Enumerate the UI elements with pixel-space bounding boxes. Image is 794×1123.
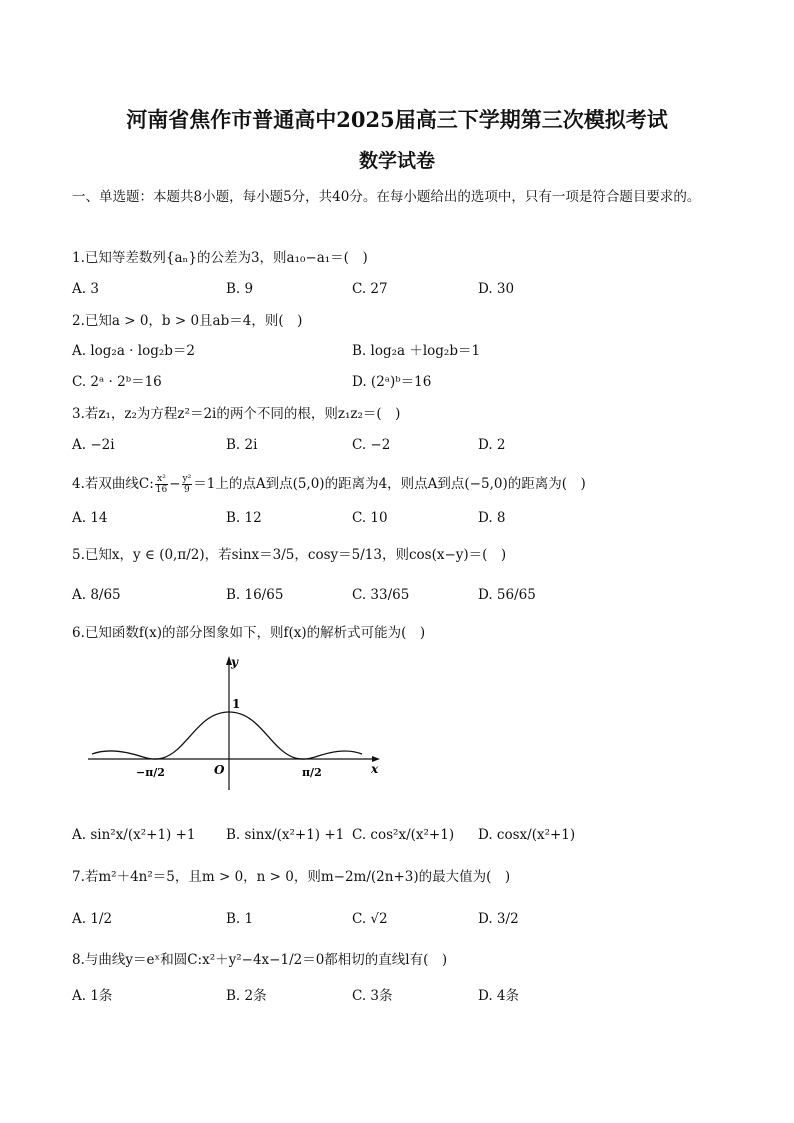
q7-option-d[interactable]: D. 3/2	[478, 911, 519, 927]
q2-option-d[interactable]: D. (2ᵃ)ᵇ＝16	[352, 374, 432, 390]
q3-option-a[interactable]: A. −2i	[72, 437, 115, 453]
q6-option-c[interactable]: C. cos²x/(x²+1)	[352, 827, 455, 843]
y-axis-label: y	[231, 655, 238, 669]
origin-label: O	[214, 763, 225, 777]
q1-option-b[interactable]: B. 9	[226, 281, 254, 297]
question-2-stem: 2.已知a > 0，b > 0且ab＝4，则( )	[72, 313, 303, 329]
right-tick-label: π/2	[302, 766, 322, 779]
q4-fraction-x: $\frac{\text{x²}}{16}$	[155, 474, 168, 495]
x-axis-label: x	[371, 762, 379, 776]
q5-option-a[interactable]: A. 8/65	[72, 587, 121, 603]
q6-option-d[interactable]: D. cosx/(x²+1)	[478, 827, 576, 843]
q2-option-a[interactable]: A. log₂a · log₂b＝2	[72, 343, 195, 359]
left-tick-label: −π/2	[136, 766, 165, 779]
q1-option-d[interactable]: D. 30	[478, 281, 515, 297]
function-graph	[88, 652, 388, 792]
q4-stem-suffix: ＝1上的点A到点(5,0)的距离为4，则点A到点(−5,0)的距离为( )	[193, 476, 586, 492]
q4-fraction-y: $\frac{\text{y²}}{9}$	[182, 474, 192, 495]
q6-option-a[interactable]: A. sin²x/(x²+1) +1	[72, 827, 196, 843]
q8-option-b[interactable]: B. 2条	[226, 988, 267, 1004]
q8-option-d[interactable]: D. 4条	[478, 988, 520, 1004]
question-1-stem: 1.已知等差数列{aₙ}的公差为3，则a₁₀−a₁＝( )	[72, 250, 368, 266]
q4-option-b[interactable]: B. 12	[226, 510, 262, 526]
q3-option-d[interactable]: D. 2	[478, 437, 506, 453]
q3-option-b[interactable]: B. 2i	[226, 437, 258, 453]
q8-option-a[interactable]: A. 1条	[72, 988, 113, 1004]
q5-option-b[interactable]: B. 16/65	[226, 587, 284, 603]
q3-option-c[interactable]: C. −2	[352, 437, 391, 453]
question-8-stem: 8.与曲线y＝eˣ和圆C:x²＋y²−4x−1/2＝0都相切的直线l有( )	[72, 952, 448, 968]
q2-option-c[interactable]: C. 2ᵃ · 2ᵇ＝16	[72, 374, 162, 390]
q4-option-c[interactable]: C. 10	[352, 510, 388, 526]
q1-option-a[interactable]: A. 3	[72, 281, 99, 297]
q4-option-a[interactable]: A. 14	[72, 510, 108, 526]
q7-option-a[interactable]: A. 1/2	[72, 911, 113, 927]
question-4-stem: 4.若双曲线C: $\frac{\text{x²}}{16}$ − $\frac{\text{y²}}{9}$ ＝1上的点A到点(5,0)的距离为4，则点A到点(−5,0)的距离为( )	[72, 474, 586, 495]
question-5-stem: 5.已知x，y ∈ (0,π/2)，若sinx＝3/5，cosy＝5/13，则cos(x−y)＝( )	[72, 547, 507, 563]
question-6-stem: 6.已知函数f(x)的部分图象如下，则f(x)的解析式可能为( )	[72, 625, 426, 641]
question-7-stem: 7.若m²＋4n²＝5，且m > 0，n > 0，则m−2m/(2n+3)的最大值为( )	[72, 869, 511, 885]
q5-option-c[interactable]: C. 33/65	[352, 587, 410, 603]
q4-stem-prefix: 4.若双曲线C:	[72, 476, 154, 492]
exam-title: 河南省焦作市普通高中2025届高三下学期第三次模拟考试	[126, 107, 668, 132]
q6-option-b[interactable]: B. sinx/(x²+1) +1	[226, 827, 345, 843]
curve-path	[92, 712, 362, 759]
q2-option-b[interactable]: B. log₂a ＋log₂b＝1	[352, 343, 481, 359]
question-3-stem: 3.若z₁，z₂为方程z²＝2i的两个不同的根，则z₁z₂＝( )	[72, 406, 401, 422]
q8-option-c[interactable]: C. 3条	[352, 988, 393, 1004]
q7-option-c[interactable]: C. √2	[352, 911, 388, 927]
peak-label: 1	[232, 697, 241, 711]
q5-option-d[interactable]: D. 56/65	[478, 587, 536, 603]
exam-subtitle: 数学试卷	[358, 150, 435, 172]
q1-option-c[interactable]: C. 27	[352, 281, 388, 297]
q4-option-d[interactable]: D. 8	[478, 510, 506, 526]
section-instruction: 一、单选题：本题共8小题，每小题5分，共40分。在每小题给出的选项中，只有一项是符合题目要求的。	[72, 189, 701, 205]
q7-option-b[interactable]: B. 1	[226, 911, 254, 927]
